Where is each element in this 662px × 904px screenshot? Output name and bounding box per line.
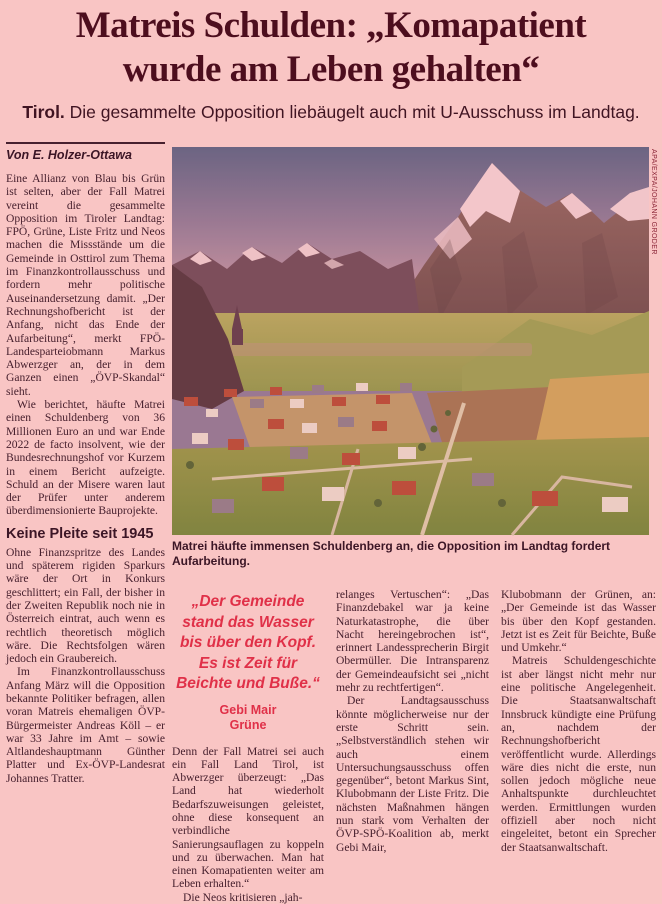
- section-subhead: Keine Pleite seit 1945: [6, 525, 154, 542]
- photo-caption: Matrei häufte immensen Schuldenberg an, die Opposition im Landtag fordert Aufarbeitung.: [172, 539, 611, 568]
- paragraph: Ohne Finanzspritze des Landes und späterem rigiden Sparkurs wäre der Ort in Konkurs geschlittert; ein Fall, der bisher in der Zweiten Republik noch nie in Österreich eintrat, auch wenn es rechtlich theoretisch möglich wäre. Die Rechtsfolgen wären jedoch ein Graubereich.: [6, 545, 165, 666]
- paragraph: Matreis Schuldengeschichte ist aber längst nicht mehr nur eine politische Angelegenheit. Die Staatsanwaltschaft Innsbruck kündigte eine Prüfung an, nachdem der Rechnungshofbericht veröffentlicht wurde. Allerdings wäre dies nicht die erste, nun sollen jedoch mögliche neue Anhaltspunkte durchleuchtet werden. Ermittlungen wurden offiziell aber noch nicht eingeleitet, betont ein Sprecher der Staatsanwaltschaft.: [501, 654, 656, 854]
- headline-line-2: wurde am Leben gehalten“: [122, 49, 540, 90]
- quote-attribution-party: Grüne: [229, 717, 267, 732]
- paragraph: Der Landtagsausschuss könnte möglicherweise nur der erste Schritt sein. „Selbstverständlich stehen wir auch einem Untersuchungsausschuss offen gegenüber“, betont Markus Sint, Klubobmann der Liste Fritz. Die nächsten Maßnahmen hängen nun stark vom Verhalten der ÖVP-SPÖ-Koalition ab, merkt Gebi Mair,: [336, 694, 489, 854]
- quote-attribution-name: Gebi Mair: [219, 702, 277, 717]
- subtitle-kicker: Tirol.: [22, 102, 65, 122]
- column-3: [336, 588, 489, 890]
- headline-line-1: Matreis Schulden: „Komapatient: [75, 5, 587, 46]
- article-headline: [0, 4, 662, 92]
- matrei-valley-photo: [172, 147, 649, 535]
- paragraph: relanges Vertuschen“: „Das Finanzdebakel war ja keine Naturkatastrophe, die über Nacht hereingebrochen ist“, erinnert Landessprecherin Birgit Obermüller. Die Intransparenz der Gemeindeaufsicht sei „nicht mehr zu rechtfertigen“.: [336, 588, 489, 695]
- subtitle-text: Die gesammelte Opposition liebäugelt auch mit U-Ausschuss im Landtag.: [64, 102, 640, 122]
- paragraph: Im Finanzkontrollausschuss Anfang März will die Opposition bekannte Politiker befragen, allen voran Matreis ehemaligen ÖVP-Bürgermeister Andreas Köll – er war 33 Jahre im Amt – sowie Altlandeshauptmann Günther Platter und Ex-ÖVP-Landesrat Johannes Tratter.: [6, 665, 165, 785]
- photo-credit: APA/EXPA/JOHANN GRODER: [650, 149, 657, 255]
- paragraph: Klubobmann der Grünen, an: „Der Gemeinde ist das Wasser bis über den Kopf gestanden. Jetzt ist es Zeit für Beichte, Buße und Umkehr.“: [501, 588, 656, 655]
- paragraph: Denn der Fall Matrei sei auch ein Fall Land Tirol, ist Abwerzger überzeugt: „Das Land hat wiederholt Bedarfszuweisungen geleistet, ohne diese konsequent an verbindliche Sanierungsauflagen zu koppeln und zu überwachen. Man hat einen Komapatienten weiter am Leben erhalten.“: [172, 744, 324, 891]
- byline: Von E. Holzer-Ottawa: [6, 142, 165, 163]
- paragraph: Eine Allianz von Blau bis Grün ist selten, aber der Fall Matrei vereint die gesammelte Opposition im Tiroler Landtag: FPÖ, Grüne, Liste Fritz und Neos machen die Missstände um die Gemeinde in Osttirol zum Thema im Finanzkontrollausschuss und fordern mehr politische Auseinandersetzung damit. „Der Rechnungshofbericht ist der Anfang, nicht das Ende der Aufarbeitung“, merkt FPÖ-Landesparteiobmann Markus Abwerzger an, der in dem Ganzen einen „ÖVP-Skandal“ sieht.: [6, 172, 165, 398]
- pull-quote: „Der Gemeinde stand das Wasser bis über den Kopf. Es ist Zeit für Beichte und Buße.“: [176, 593, 320, 692]
- column-2: [172, 588, 324, 904]
- paragraph: Wie berichtet, häufte Matrei einen Schuldenberg von 36 Millionen Euro an und war Ende 2022 de facto insolvent, wie der Bundesrechnungshof vor Kurzem in einem Bericht aufzeigte. Schuld an der Misere waren laut der Prüfer unter anderem überdimensionierte Bauprojekte.: [6, 398, 165, 518]
- paragraph: Die Neos kritisieren „jah-: [183, 890, 303, 904]
- column-4: [501, 588, 656, 890]
- column-1: [6, 142, 165, 890]
- valley-illustration: [172, 147, 649, 535]
- article-subtitle: [0, 101, 662, 123]
